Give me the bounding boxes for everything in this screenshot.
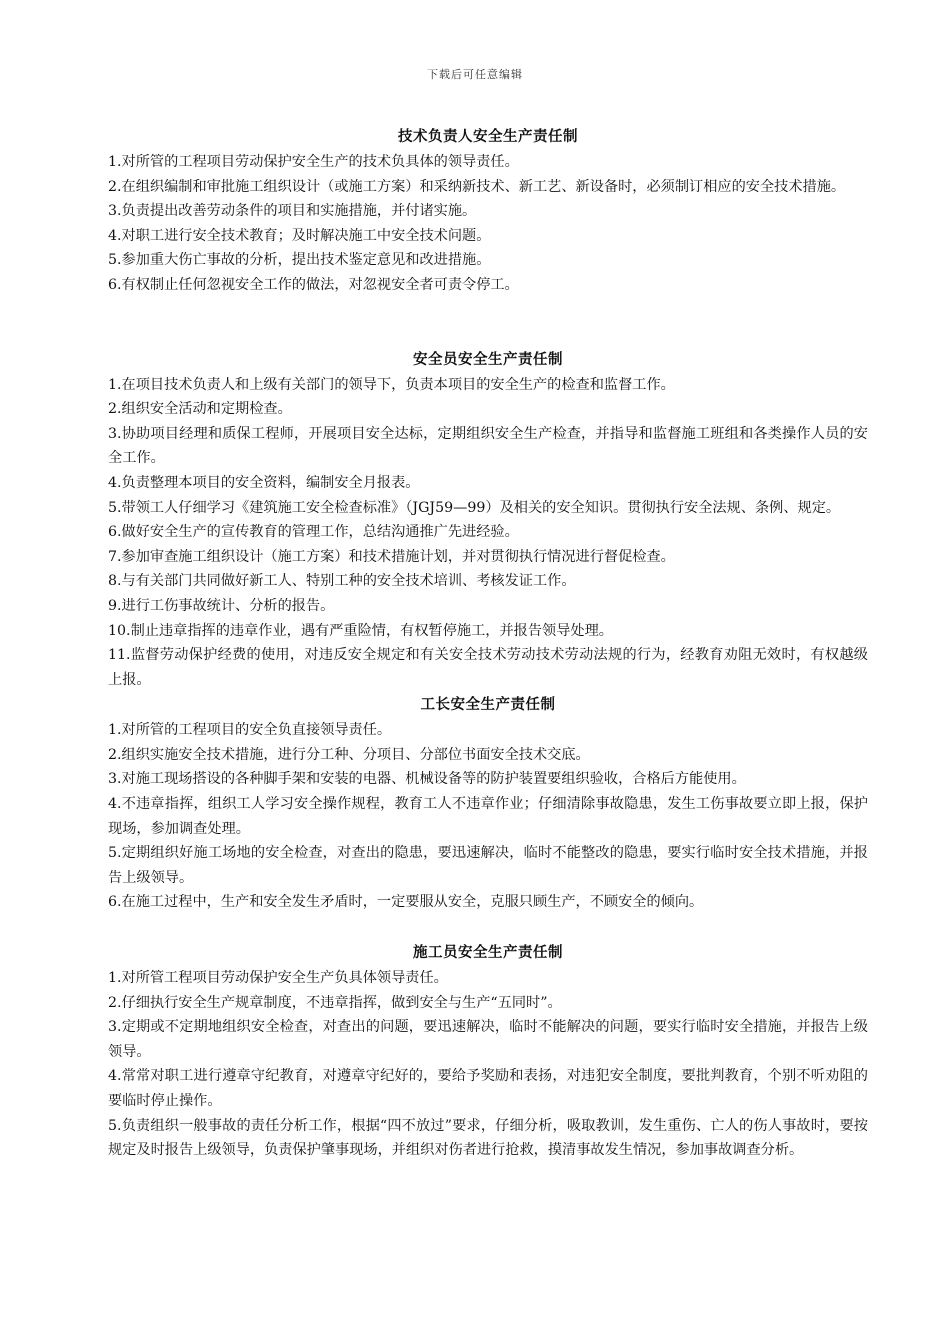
list-item: 6.有权制止任何忽视安全工作的做法，对忽视安全者可责令停工。 <box>108 276 519 293</box>
list-item: 11.监督劳动保护经费的使用，对违反安全规定和有关安全技术劳动技术劳动法规的行为，经教育劝阻无效时，有权越级上报。 <box>108 647 868 688</box>
section-safety-officer <box>108 347 868 693</box>
list-item: 5.负责组织一般事故的责任分析工作，根据“四不放过”要求，仔细分析，吸取教训，发生重伤、亡人的伤人事故时，要按规定及时报告上级领导，负责保护肇事现场，并组织对伤者进行抢救，摸清事故发生情况，参加事故调查分析。 <box>108 1117 868 1159</box>
list-item: 4.不违章指挥，组织工人学习安全操作规程，教育工人不违章作业；仔细清除事故隐患，发生工伤事故要立即上报，保护现场，参加调查处理。 <box>108 796 868 837</box>
list-item: 3.协助项目经理和质保工程师，开展项目安全达标，定期组织安全生产检查，并指导和监督施工班组和各类操作人员的安全工作。 <box>108 425 868 467</box>
list-item: 7.参加审查施工组织设计（施工方案）和技术措施计划，并对贯彻执行情况进行督促检查。 <box>108 548 675 565</box>
section-title: 安全员安全生产责任制 <box>413 350 563 368</box>
list-item: 2.组织实施安全技术措施，进行分工种、分项目、分部位书面安全技术交底。 <box>108 746 590 763</box>
list-item: 4.对职工进行安全技术教育；及时解决施工中安全技术问题。 <box>108 227 491 244</box>
list-item: 4.常常对职工进行遵章守纪教育，对遵章守纪好的，要给予奖励和表扬，对违犯安全制度，要批判教育，个别不听劝阻的要临时停止操作。 <box>108 1068 868 1109</box>
list-item: 1.对所管工程项目劳动保护安全生产负具体领导责任。 <box>108 970 448 987</box>
list-item: 9.进行工伤事故统计、分析的报告。 <box>108 597 335 614</box>
list-item: 3.对施工现场搭设的各种脚手架和安装的电器、机械设备等的防护装置要组织验收，合格后方能使用。 <box>108 771 746 788</box>
list-item: 4.负责整理本项目的安全资料，编制安全月报表。 <box>108 474 420 491</box>
list-item: 2.在组织编制和审批施工组织设计（或施工方案）和采纳新技术、新工艺、新设备时，必须制订相应的安全技术措施。 <box>108 178 846 195</box>
section-title: 工长安全生产责任制 <box>420 696 556 714</box>
section-title: 技术负责人安全生产责任制 <box>398 128 578 145</box>
list-item: 3.负责提出改善劳动条件的项目和实施措施，并付诸实施。 <box>108 203 477 220</box>
list-item: 5.参加重大伤亡事故的分析，提出技术鉴定意见和改进措施。 <box>108 252 491 269</box>
section-title: 施工员安全生产责任制 <box>413 944 563 962</box>
list-item: 1.在项目技术负责人和上级有关部门的领导下，负责本项目的安全生产的检查和监督工作。 <box>108 376 675 393</box>
list-item: 10.制止违章指挥的违章作业，遇有严重险情，有权暂停施工，并报告领导处理。 <box>108 622 613 639</box>
header-note: 下载后可任意编辑 <box>427 68 523 81</box>
list-item: 2.组织安全活动和定期检查。 <box>108 401 292 418</box>
section-foreman <box>108 692 868 915</box>
list-item: 6.在施工过程中，生产和安全发生矛盾时，一定要服从安全，克服只顾生产，不顾安全的倾向。 <box>108 894 704 911</box>
list-item: 5.定期组织好施工场地的安全检查，对查出的隐患，要迅速解决，临时不能整改的隐患，要实行临时安全技术措施，并报告上级领导。 <box>108 845 868 886</box>
section-technical-lead <box>108 124 868 298</box>
list-item: 2.仔细执行安全生产规章制度，不违章指挥，做到安全与生产“五同时”。 <box>108 994 562 1011</box>
section-construction-officer <box>108 940 868 1163</box>
list-item: 3.定期或不定期地组织安全检查，对查出的问题，要迅速解决，临时不能解决的问题，要实行临时安全措施，并报告上级领导。 <box>108 1019 868 1060</box>
list-item: 8.与有关部门共同做好新工人、特别工种的安全技术培训、考核发证工作。 <box>108 573 576 590</box>
document-body <box>108 124 868 1163</box>
list-item: 1.对所管的工程项目劳动保护安全生产的技术负具体的领导责任。 <box>108 154 519 170</box>
list-item: 6.做好安全生产的宣传教育的管理工作，总结沟通推广先进经验。 <box>108 524 519 541</box>
list-item: 1.对所管的工程项目的安全负直接领导责任。 <box>108 722 392 739</box>
list-item: 5.带领工人仔细学习《建筑施工安全检查标准》（JGJ59—99）及相关的安全知识。贯彻执行安全法规、条例、规定。 <box>108 499 841 516</box>
